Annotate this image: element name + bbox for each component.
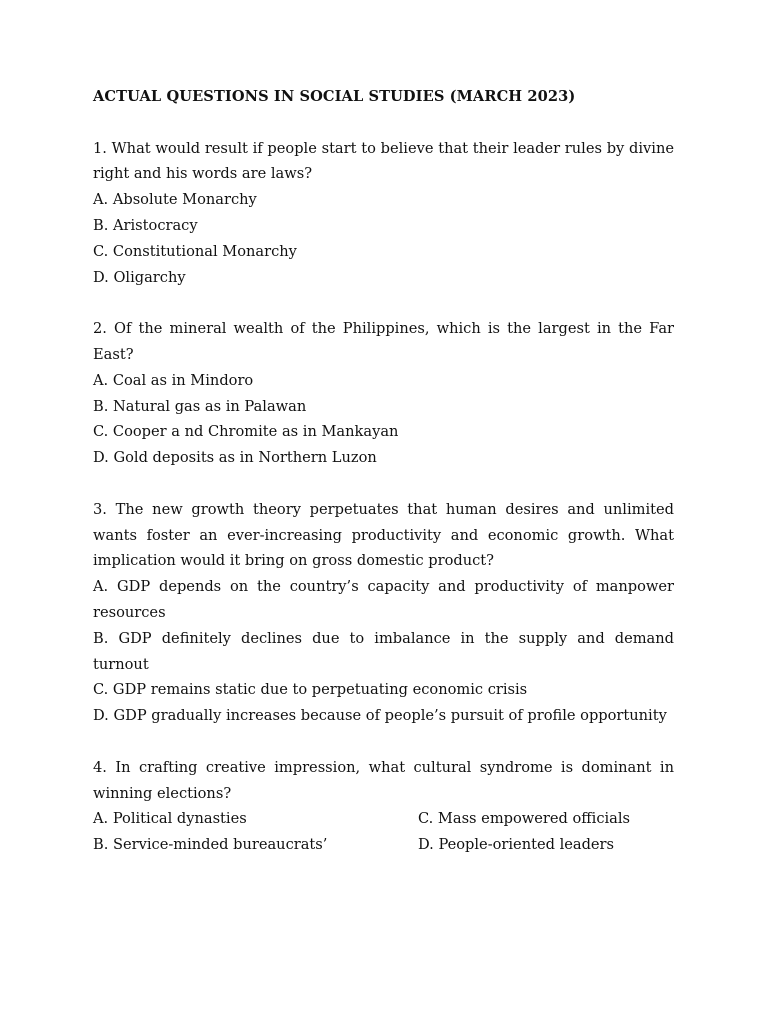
choice-b: B. Natural gas as in Palawan xyxy=(93,397,307,415)
question-text: 2. Of the mineral wealth of the Philippines, which is the largest in the Far East? xyxy=(93,320,674,363)
choice-c: C. Constitutional Monarchy xyxy=(93,242,297,260)
choice-d: D. Gold deposits as in Northern Luzon xyxy=(93,449,377,467)
choice-a: A. Coal as in Mindoro xyxy=(93,371,254,389)
question-text: 3. The new growth theory perpetuates that human desires and unlimited wants foster an ever-increasing productivity and economic growth. What implication would it bring on gross domestic product? xyxy=(93,500,674,570)
choice-c: C. Cooper a nd Chromite as in Mankayan xyxy=(93,423,399,441)
document-page xyxy=(93,84,674,884)
choice-a: A. Political dynasties xyxy=(93,810,247,828)
choice-a: A. GDP depends on the country’s capacity and productivity of manpower resources xyxy=(93,578,674,621)
question-3 xyxy=(93,497,674,729)
choice-c: C. GDP remains static due to perpetuating economic crisis xyxy=(93,681,528,699)
question-1 xyxy=(93,136,674,291)
choice-d: D. People-oriented leaders xyxy=(418,836,615,854)
question-text: 4. In crafting creative impression, what cultural syndrome is dominant in winning elections? xyxy=(93,758,674,802)
choice-a: A. Absolute Monarchy xyxy=(93,191,257,209)
choice-grid xyxy=(93,806,674,858)
question-4 xyxy=(93,755,674,858)
choice-b: B. Service-minded bureaucrats’ xyxy=(93,836,328,854)
choice-d: D. GDP gradually increases because of people’s pursuit of profile opportunity xyxy=(93,707,667,725)
question-text: 1. What would result if people start to believe that their leader rules by divine right and his words are laws? xyxy=(93,139,674,183)
document-title: ACTUAL QUESTIONS IN SOCIAL STUDIES (MARCH 2023) xyxy=(93,88,576,105)
choice-c: C. Mass empowered officials xyxy=(418,810,631,828)
choice-b: B. Aristocracy xyxy=(93,216,198,234)
choice-d: D. Oligarchy xyxy=(93,268,186,286)
question-2 xyxy=(93,316,674,471)
choice-b: B. GDP definitely declines due to imbalance in the supply and demand turnout xyxy=(93,629,674,673)
